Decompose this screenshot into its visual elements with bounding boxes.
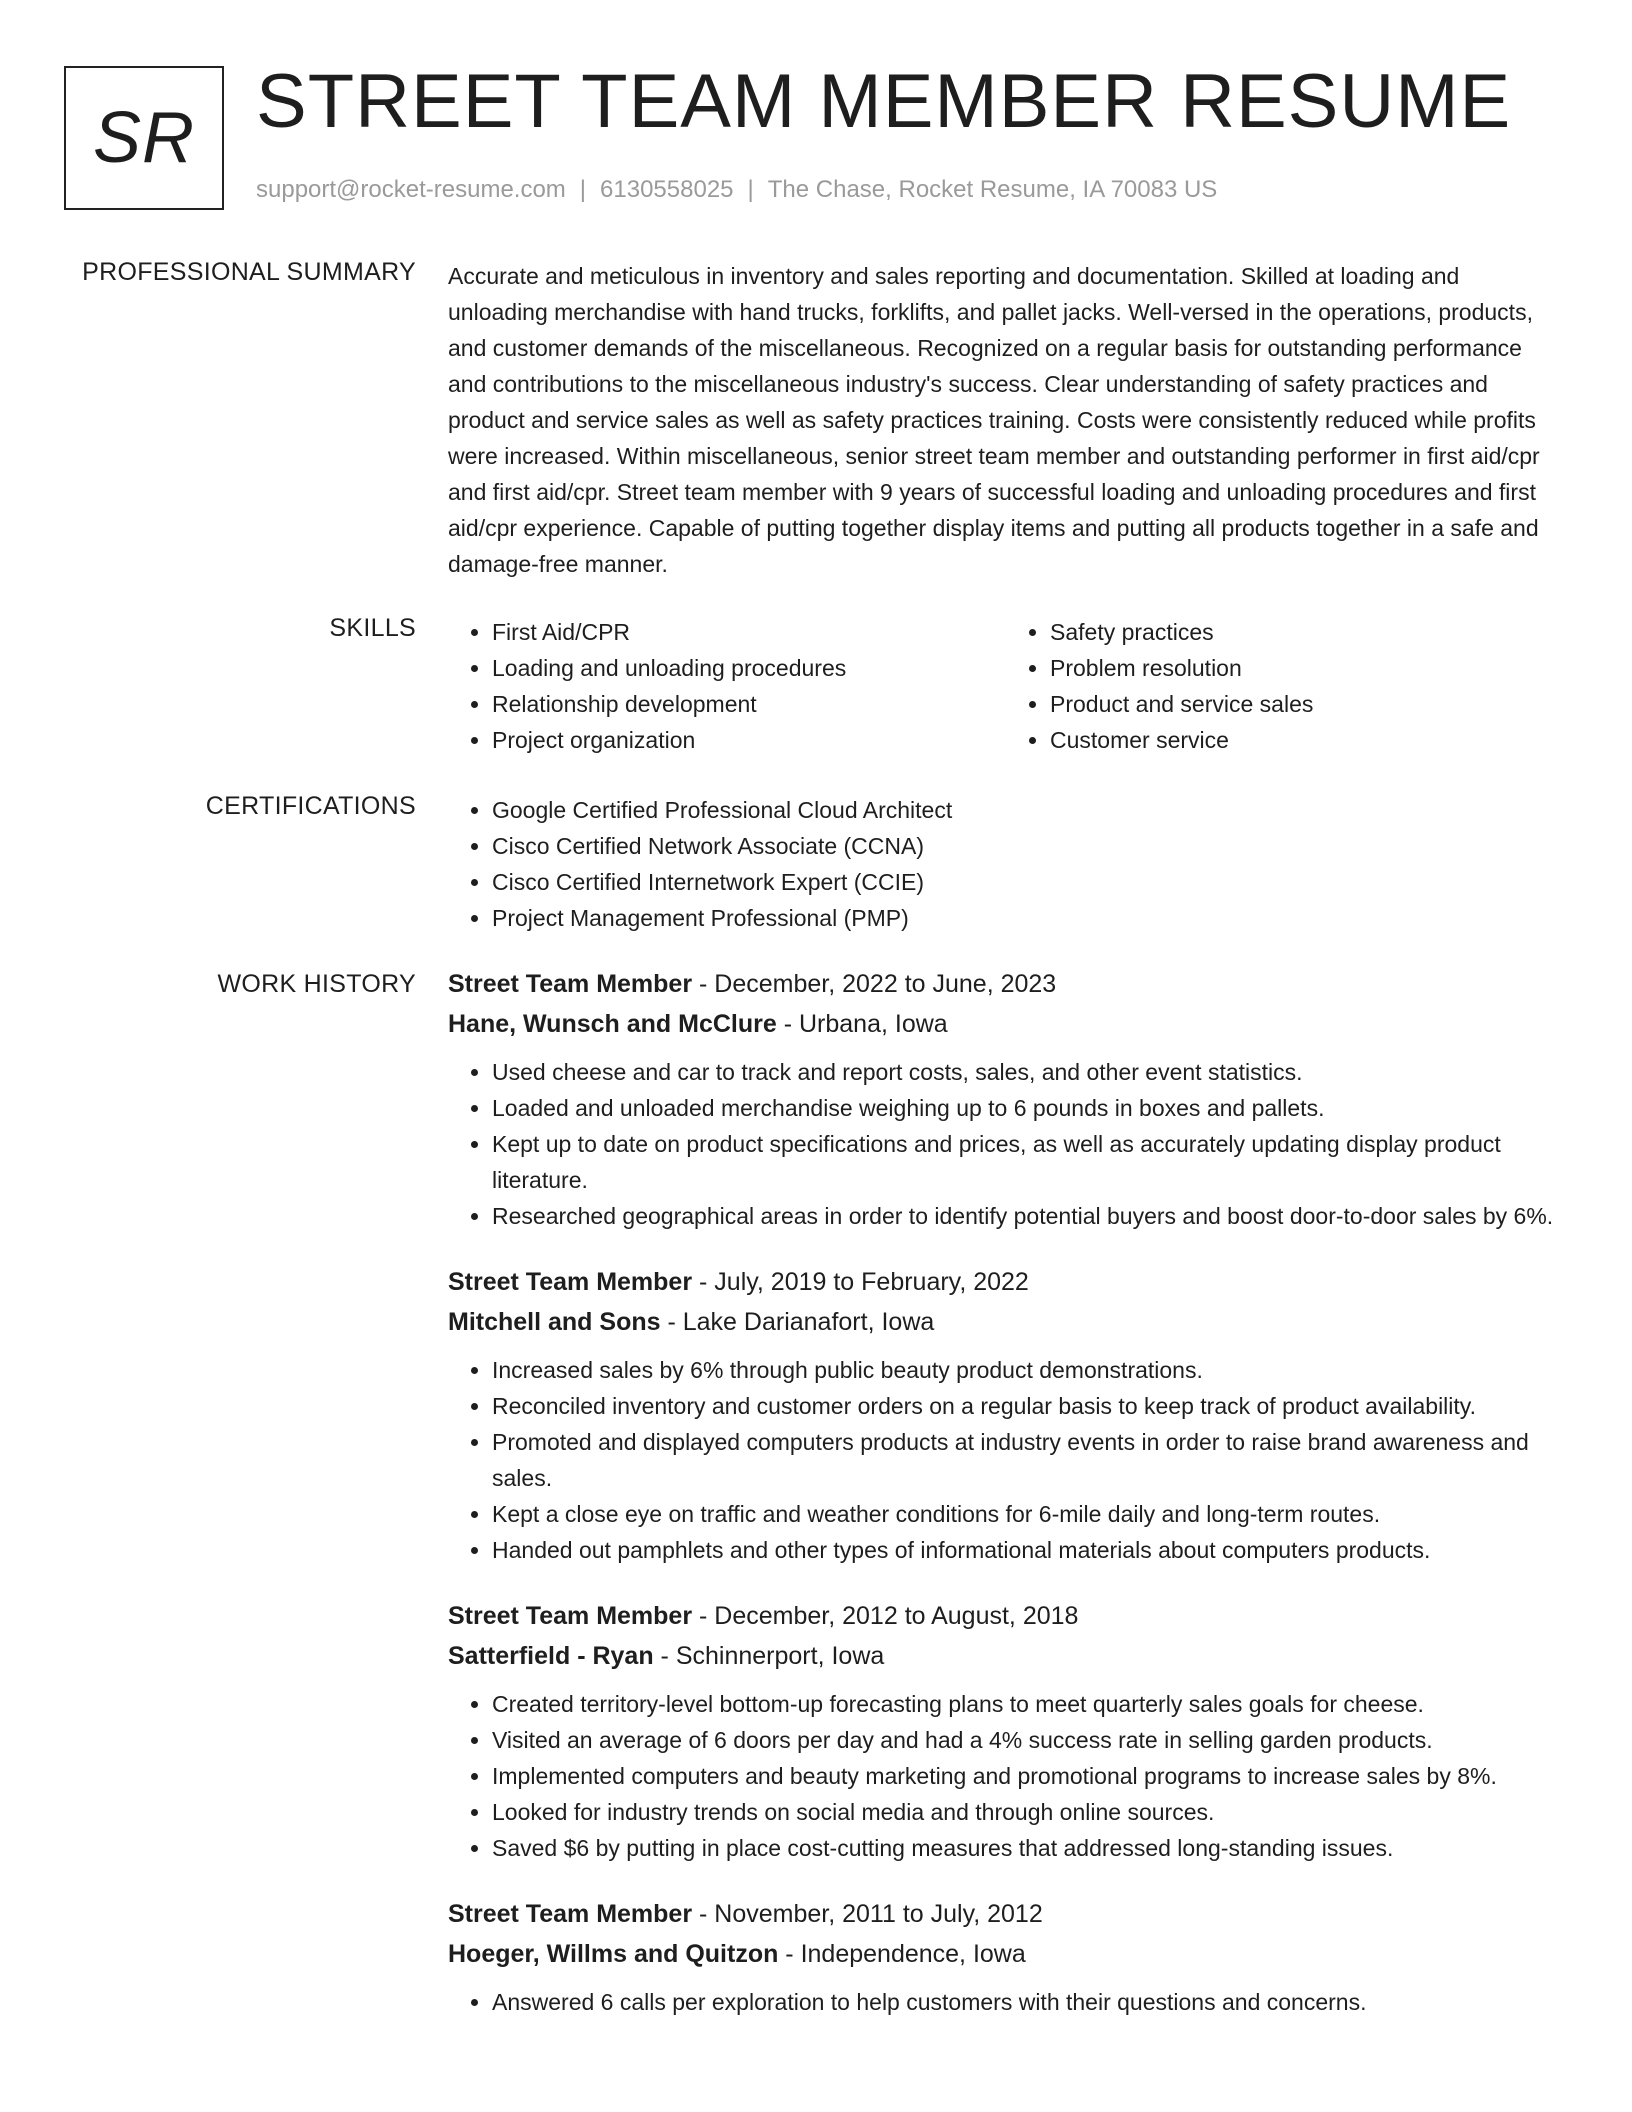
skill-item: • First Aid/CPR [492,614,1006,650]
job-location: - Schinnerport, Iowa [653,1642,885,1670]
job-title-line [448,1262,1564,1302]
skill-item: • Project organization [492,722,1006,758]
job-dates: - July, 2019 to February, 2022 [692,1268,1029,1296]
job-company: Hoeger, Willms and Quitzon [448,1940,779,1968]
job-company-line [448,1302,1564,1342]
job-bullet: • Saved $6 by putting in place cost-cutting measures that addressed long-standing issues. [492,1830,1564,1866]
job-entry [448,1262,1564,1568]
certification-item: • Project Management Professional (PMP) [492,900,1564,936]
job-title-line [448,1596,1564,1636]
monogram-logo: SR [64,66,224,210]
skill-item: • Safety practices [1050,614,1564,650]
job-title: Street Team Member [448,1900,693,1928]
certifications-list [448,792,1564,936]
job-company-line [448,1636,1564,1676]
skill-item: • Loading and unloading procedures [492,650,1006,686]
certification-item: • Google Certified Professional Cloud Architect [492,792,1564,828]
summary-text: Accurate and meticulous in inventory and sales reporting and documentation. Skilled at loading and unloading merchandise with hand trucks, forklifts, and pallet jacks. Well-versed in the operations, products, and customer demands of the miscellaneous. Recognized on a regular basis for outstanding performance and contributions to the miscellaneous industry's success. Clear understanding of safety practices and product and service sales as well as safety practices training. Costs were consistently reduced while profits were increased. Within miscellaneous, senior street team member and outstanding performer in first aid/cpr and first aid/cpr. Street team member with 9 years of successful loading and unloading procedures and first aid/cpr experience. Capable of putting together display items and putting all products together in a safe and damage-free manner. [448,263,1540,577]
contact-separator: | [579,176,587,203]
job-bullets [448,1686,1564,1866]
job-company: Satterfield - Ryan [448,1642,654,1670]
job-company-line [448,1004,1564,1044]
job-bullets [448,1984,1564,2020]
job-bullet: • Promoted and displayed computers products at industry events in order to raise brand awareness and sales. [492,1424,1564,1496]
work-history-label: WORK HISTORY [217,970,416,998]
summary-body [448,258,1564,582]
job-bullet: • Handed out pamphlets and other types of informational materials about computers products. [492,1532,1564,1568]
job-location: - Urbana, Iowa [776,1010,948,1038]
job-bullet: • Reconciled inventory and customer orders on a regular basis to keep track of product availability. [492,1388,1564,1424]
contact-line [256,176,1217,204]
skills-list-right [1006,614,1564,758]
job-bullets [448,1054,1564,1234]
certification-item: • Cisco Certified Network Associate (CCNA) [492,828,1564,864]
skills-list-left [448,614,1006,758]
job-company: Mitchell and Sons [448,1308,661,1336]
job-bullet: • Kept a close eye on traffic and weather conditions for 6-mile daily and long-term routes. [492,1496,1564,1532]
job-bullets [448,1352,1564,1568]
job-dates: - November, 2011 to July, 2012 [692,1900,1043,1928]
job-bullet: • Visited an average of 6 doors per day and had a 4% success rate in selling garden products. [492,1722,1564,1758]
job-entry [448,1596,1564,1866]
contact-phone[interactable]: 6130558025 [600,176,734,203]
skills-label: SKILLS [329,614,416,642]
skill-item: • Problem resolution [1050,650,1564,686]
job-bullet: • Used cheese and car to track and report costs, sales, and other event statistics. [492,1054,1564,1090]
certifications-label: CERTIFICATIONS [205,792,416,820]
job-bullet: • Created territory-level bottom-up forecasting plans to meet quarterly sales goals for cheese. [492,1686,1564,1722]
job-bullet: • Researched geographical areas in order to identify potential buyers and boost door-to-door sales by 6%. [492,1198,1564,1234]
job-location: - Independence, Iowa [778,1940,1026,1968]
contact-separator: | [747,176,754,203]
skill-item: • Relationship development [492,686,1006,722]
job-company: Hane, Wunsch and McClure [448,1010,777,1038]
job-bullet: • Increased sales by 6% through public beauty product demonstrations. [492,1352,1564,1388]
job-company-line [448,1934,1564,1974]
job-bullet: • Kept up to date on product specifications and prices, as well as accurately updating display product literature. [492,1126,1564,1198]
job-dates: - December, 2012 to August, 2018 [692,1602,1079,1630]
certification-item: • Cisco Certified Internetwork Expert (CCIE) [492,864,1564,900]
job-entry [448,1894,1564,2020]
job-title: Street Team Member [448,1268,693,1296]
job-title-line [448,1894,1564,1934]
skill-item: • Product and service sales [1050,686,1564,722]
certifications-body [448,792,1564,936]
resume-title: STREET TEAM MEMBER RESUME [256,59,1512,144]
job-title: Street Team Member [448,1602,693,1630]
job-bullet: • Looked for industry trends on social media and through online sources. [492,1794,1564,1830]
job-bullet: • Loaded and unloaded merchandise weighing up to 6 pounds in boxes and pallets. [492,1090,1564,1126]
contact-address: The Chase, Rocket Resume, IA 70083 US [767,176,1218,203]
skill-item: • Customer service [1050,722,1564,758]
job-entry [448,964,1564,1234]
job-dates: - December, 2022 to June, 2023 [692,970,1057,998]
job-title-line [448,964,1564,1004]
job-location: - Lake Darianafort, Iowa [660,1308,935,1336]
work-history-body [448,964,1564,2048]
contact-email[interactable]: support@rocket-resume.com [256,176,566,203]
job-bullet: • Implemented computers and beauty marketing and promotional programs to increase sales by 8%. [492,1758,1564,1794]
summary-label: PROFESSIONAL SUMMARY [82,258,416,286]
job-bullet: • Answered 6 calls per exploration to help customers with their questions and concerns. [492,1984,1564,2020]
skills-body [448,614,1564,758]
job-title: Street Team Member [448,970,693,998]
